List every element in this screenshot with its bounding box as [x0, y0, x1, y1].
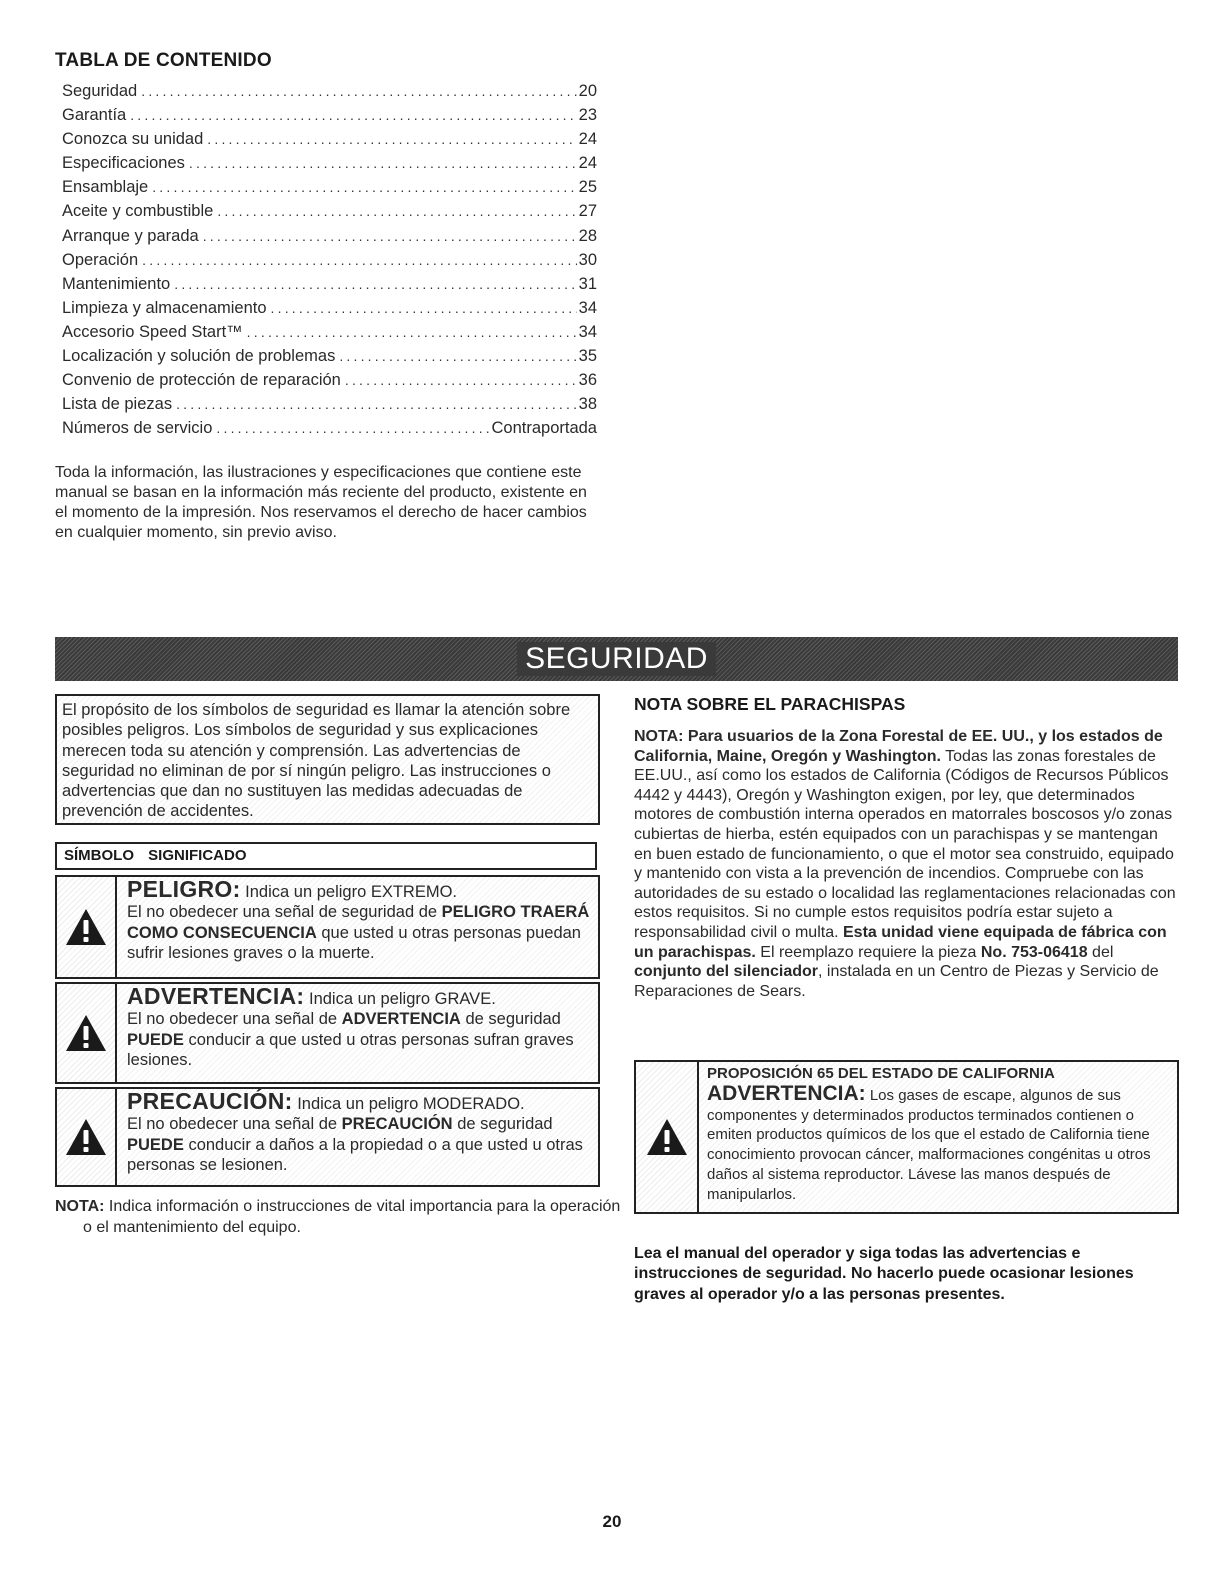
warning-box	[55, 982, 600, 1084]
toc-item[interactable]	[62, 202, 597, 226]
caution-text-3: conducir a daños a la propiedad o a que usted u otras personas se lesionen.	[127, 1135, 583, 1174]
toc-item[interactable]	[62, 419, 597, 443]
toc-item-label: Conozca su unidad	[62, 130, 204, 149]
danger-signal-word: PELIGRO:	[127, 876, 241, 902]
prop65-icon-cell	[636, 1062, 699, 1212]
toc-item-label: Seguridad	[62, 82, 138, 100]
note-label: NOTA:	[55, 1198, 105, 1215]
danger-text	[117, 877, 598, 977]
caution-bold-2: PUEDE	[127, 1135, 184, 1154]
warning-text-2: de seguridad	[465, 1010, 561, 1029]
warning-text	[117, 984, 598, 1082]
toc-item-page: Contraportada	[491, 419, 597, 438]
prop65-body: Los gases de escape, algunos de sus componentes y determinados productos terminados contienen o emiten productos químicos de los que el estado de California tiene conocimiento provocan cáncer, malformaciones congénitas u otros daños al sistema reproductor. Lávese las manos después de manipularlos.	[707, 1086, 1151, 1203]
note-definition	[55, 1197, 628, 1238]
toc-item-page: 25	[578, 178, 597, 197]
page-number: 20	[602, 1512, 622, 1531]
toc-item-page: 28	[578, 226, 597, 245]
toc-item[interactable]	[62, 154, 597, 178]
spark-bold-4: conjunto del silenciador	[634, 963, 819, 981]
toc-item[interactable]	[62, 347, 597, 371]
toc-item-page: 20	[578, 82, 597, 100]
section-banner-title: SEGURIDAD	[517, 642, 716, 676]
toc-item-page: 24	[578, 154, 597, 173]
danger-text-1: El no obedecer una señal de seguridad de	[127, 903, 438, 922]
toc-item-label: Limpieza y almacenamiento	[62, 298, 267, 317]
toc-item-label: Ensamblaje	[62, 178, 149, 197]
toc-leader-dots	[152, 179, 576, 195]
toc-item-page: 24	[578, 130, 597, 149]
danger-bold-1: PELIGRO TRAERÁ COMO CONSECUENCIA	[127, 903, 590, 942]
toc-item[interactable]	[62, 299, 597, 323]
toc-leader-dots	[339, 348, 576, 364]
spark-part-number: No. 753-06418	[980, 943, 1088, 961]
toc-item-page: 38	[578, 395, 597, 414]
toc-item-label: Números de servicio	[62, 419, 213, 438]
prop65-signal-word: ADVERTENCIA:	[707, 1081, 866, 1105]
spark-bold-2: Esta unidad viene equipada de fábrica con un parachispas.	[634, 923, 1167, 961]
toc-leader-dots	[345, 372, 577, 388]
toc-item-label: Arranque y parada	[62, 226, 199, 245]
toc-item-label: Especificaciones	[62, 154, 185, 173]
toc-item-page: 34	[578, 298, 597, 317]
caution-text-2: de seguridad	[457, 1115, 553, 1134]
symbol-table-header: SÍMBOLO SIGNIFICADO	[55, 842, 597, 870]
toc-item[interactable]	[62, 227, 597, 251]
toc-item-label: Mantenimiento	[62, 274, 171, 293]
toc-item[interactable]	[62, 275, 597, 299]
toc-leader-dots	[176, 396, 577, 412]
toc-leader-dots	[271, 300, 577, 316]
warning-bold-1: ADVERTENCIA	[341, 1010, 461, 1029]
toc-item-label: Operación	[62, 250, 139, 269]
note-text: Indica información o instrucciones de vital importancia para la operación o el mantenimiento del equipo.	[83, 1198, 621, 1236]
caution-text	[117, 1089, 598, 1185]
spark-text-2: El reemplazo requiere la pieza	[760, 943, 977, 961]
toc-item[interactable]	[62, 251, 597, 275]
spark-text-1: Todas las zonas forestales de EE.UU., así como los estados de California (Códigos de Recursos Públicos 4442 y 4443), Oregón y Washington exigen, por ley, que determinados motores de combustión interna operados en matorrales boscosos y/o zonas cubiertas de hierba, estén equipados con un parachispas y se mantengan en buen estado de funcionamiento, o que el motor sea construido, equipado y mantenido con vista a la prevención de incendios. Compruebe con las autoridades de su estado o localidad las reglamentaciones relacionadas con estos requisitos. Si no cumple estos requisitos podría estar sujeto a responsabilidad civil o multa.	[634, 747, 1176, 941]
toc-item[interactable]	[62, 130, 597, 154]
danger-icon-cell	[57, 877, 117, 977]
warning-signal-word: ADVERTENCIA:	[127, 983, 305, 1009]
warning-text-1: El no obedecer una señal de	[127, 1010, 338, 1029]
spark-text-3: del	[1092, 943, 1114, 961]
warning-triangle-icon	[64, 1117, 108, 1157]
prop65-text	[699, 1062, 1177, 1212]
toc-item-page: 23	[578, 106, 597, 125]
warning-desc: Indica un peligro GRAVE.	[308, 990, 496, 1008]
caution-signal-word: PRECAUCIÓN:	[127, 1088, 293, 1114]
toc-leader-dots	[141, 83, 576, 99]
toc-title: TABLA DE CONTENIDO	[55, 50, 272, 71]
spark-bold-lead: NOTA: Para usuarios de la Zona Forestal de EE. UU., y los estados de California, Maine, Oregón y Washington.	[634, 728, 1163, 765]
section-banner	[55, 637, 1178, 681]
caution-desc: Indica un peligro MODERADO.	[297, 1095, 525, 1113]
warning-icon-cell	[57, 984, 117, 1082]
toc-leader-dots	[216, 420, 489, 436]
warning-triangle-icon	[64, 1013, 108, 1053]
warning-text-3: conducir a que usted u otras personas sufran graves lesiones.	[127, 1030, 574, 1069]
warning-triangle-icon	[64, 907, 108, 947]
toc-item-label: Aceite y combustible	[62, 202, 214, 221]
toc-item-page: 30	[578, 250, 597, 269]
read-manual-warning: Lea el manual del operador y siga todas las advertencias e instrucciones de seguridad. No hacerlo puede ocasionar lesiones graves al operador y/o a las personas presentes.	[634, 1245, 1134, 1303]
toc-list	[62, 82, 597, 443]
toc-item[interactable]	[62, 371, 597, 395]
danger-box	[55, 875, 600, 979]
toc-leader-dots	[203, 228, 577, 244]
toc-leader-dots	[217, 203, 576, 219]
danger-desc: Indica un peligro EXTREMO.	[245, 883, 458, 901]
prop65-title: PROPOSICIÓN 65 DEL ESTADO DE CALIFORNIA	[707, 1065, 1055, 1082]
safety-purpose-box: El propósito de los símbolos de seguridad es llamar la atención sobre posibles peligros. Los símbolos de seguridad y sus explicaciones merecen toda su atención y comprensión. Las advertencias de seguridad no eliminan de por sí ningún peligro. Las instrucciones o advertencias que dan no sustituyen las medidas adecuadas de prevención de accidentes.	[55, 694, 600, 825]
spark-arrestor-body	[634, 727, 1180, 1001]
warning-bold-2: PUEDE	[127, 1030, 184, 1049]
caution-box	[55, 1087, 600, 1187]
toc-leader-dots	[189, 155, 577, 171]
toc-leader-dots	[130, 107, 576, 123]
spark-text-4: , instalada en un Centro de Piezas y Servicio de Reparaciones de Sears.	[634, 963, 1159, 1000]
toc-item-page: 31	[578, 274, 597, 293]
caution-bold-1: PRECAUCIÓN	[341, 1115, 453, 1134]
toc-leader-dots	[142, 252, 577, 268]
toc-item[interactable]	[62, 106, 597, 130]
toc-item-label: Lista de piezas	[62, 395, 173, 414]
toc-leader-dots	[247, 324, 577, 340]
caution-text-1: El no obedecer una señal de	[127, 1115, 338, 1134]
toc-leader-dots	[207, 131, 576, 147]
toc-item[interactable]	[62, 82, 597, 106]
toc-item[interactable]	[62, 323, 597, 347]
toc-disclaimer: Toda la información, las ilustraciones y especificaciones que contiene este manual se basan en la información más reciente del producto, existente en el momento de la impresión. Nos reservamos el derecho de hacer cambios en cualquier momento, sin previo aviso.	[55, 464, 587, 541]
caution-icon-cell	[57, 1089, 117, 1185]
prop65-box	[634, 1060, 1179, 1214]
toc-item[interactable]	[62, 395, 597, 419]
toc-item-page: 27	[578, 202, 597, 221]
toc-item[interactable]	[62, 178, 597, 202]
toc-item-label: Garantía	[62, 106, 127, 125]
toc-item-page: 35	[578, 347, 597, 366]
toc-item-label: Localización y solución de problemas	[62, 347, 336, 366]
spark-arrestor-title: NOTA SOBRE EL PARACHISPAS	[634, 694, 906, 714]
toc-item-label: Convenio de protección de reparación	[62, 371, 341, 390]
toc-item-page: 34	[578, 322, 597, 341]
toc-item-page: 36	[578, 371, 597, 390]
warning-triangle-icon	[645, 1117, 689, 1157]
danger-text-2: que usted u otras personas puedan sufrir lesiones graves o la muerte.	[127, 923, 581, 962]
toc-leader-dots	[174, 276, 576, 292]
toc-item-label: Accesorio Speed Start™	[62, 322, 243, 341]
